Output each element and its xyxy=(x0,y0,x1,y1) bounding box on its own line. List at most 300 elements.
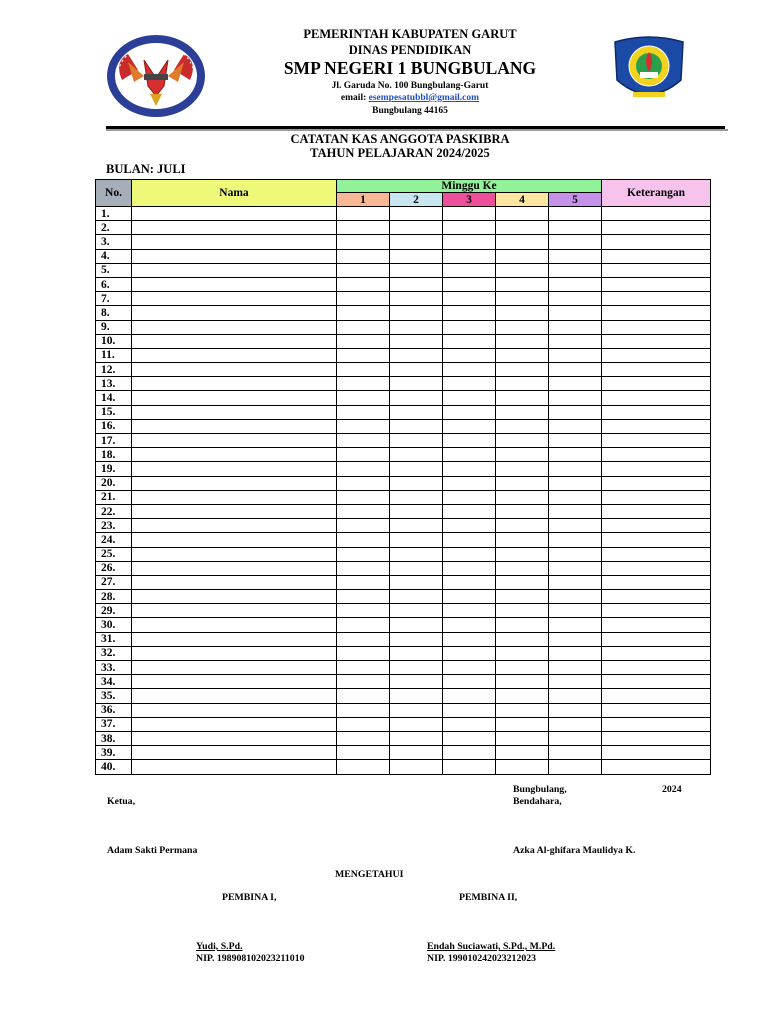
week-4-cell[interactable] xyxy=(496,632,549,646)
week-2-cell[interactable] xyxy=(390,717,443,731)
week-4-cell[interactable] xyxy=(496,434,549,448)
nama-cell[interactable] xyxy=(132,717,337,731)
week-4-cell[interactable] xyxy=(496,405,549,419)
keterangan-cell[interactable] xyxy=(602,207,711,221)
week-3-cell[interactable] xyxy=(443,348,496,362)
week-5-cell[interactable] xyxy=(549,419,602,433)
keterangan-cell[interactable] xyxy=(602,263,711,277)
week-5-cell[interactable] xyxy=(549,561,602,575)
week-4-cell[interactable] xyxy=(496,661,549,675)
week-5-cell[interactable] xyxy=(549,249,602,263)
cash-record-table xyxy=(95,179,711,775)
week-1-cell[interactable] xyxy=(337,377,390,391)
nama-cell[interactable] xyxy=(132,448,337,462)
week-5-cell[interactable] xyxy=(549,675,602,689)
nama-cell[interactable] xyxy=(132,207,337,221)
week-5-cell[interactable] xyxy=(549,547,602,561)
nama-cell[interactable] xyxy=(132,490,337,504)
week-2-cell[interactable] xyxy=(390,221,443,235)
nama-cell[interactable] xyxy=(132,320,337,334)
keterangan-cell[interactable] xyxy=(602,363,711,377)
nama-cell[interactable] xyxy=(132,363,337,377)
keterangan-cell[interactable] xyxy=(602,377,711,391)
week-1-cell[interactable] xyxy=(337,561,390,575)
week-2-cell[interactable] xyxy=(390,306,443,320)
week-5-cell[interactable] xyxy=(549,277,602,291)
keterangan-cell[interactable] xyxy=(602,604,711,618)
nama-cell[interactable] xyxy=(132,575,337,589)
keterangan-cell[interactable] xyxy=(602,320,711,334)
keterangan-cell[interactable] xyxy=(602,618,711,632)
week-4-cell[interactable] xyxy=(496,675,549,689)
week-2-cell[interactable] xyxy=(390,249,443,263)
week-2-cell[interactable] xyxy=(390,632,443,646)
keterangan-cell[interactable] xyxy=(602,547,711,561)
week-4-cell[interactable] xyxy=(496,561,549,575)
week-4-cell[interactable] xyxy=(496,689,549,703)
garut-logo xyxy=(611,34,687,106)
week-3-cell[interactable] xyxy=(443,320,496,334)
week-1-cell[interactable] xyxy=(337,263,390,277)
week-1-cell[interactable] xyxy=(337,661,390,675)
week-5-cell[interactable] xyxy=(549,731,602,745)
week-2-cell[interactable] xyxy=(390,320,443,334)
week-2-cell[interactable] xyxy=(390,760,443,774)
week-2-cell[interactable] xyxy=(390,689,443,703)
week-2-cell[interactable] xyxy=(390,476,443,490)
week-2-cell[interactable] xyxy=(390,405,443,419)
week-3-cell[interactable] xyxy=(443,717,496,731)
week-1-cell[interactable] xyxy=(337,717,390,731)
nama-cell[interactable] xyxy=(132,760,337,774)
row-number: 31. xyxy=(96,632,132,646)
week-3-cell[interactable] xyxy=(443,689,496,703)
week-5-cell[interactable] xyxy=(549,348,602,362)
week-4-cell[interactable] xyxy=(496,448,549,462)
week-3-cell[interactable] xyxy=(443,604,496,618)
keterangan-cell[interactable] xyxy=(602,490,711,504)
week-4-cell[interactable] xyxy=(496,334,549,348)
keterangan-cell[interactable] xyxy=(602,448,711,462)
week-4-cell[interactable] xyxy=(496,207,549,221)
week-1-cell[interactable] xyxy=(337,434,390,448)
week-1-cell[interactable] xyxy=(337,391,390,405)
week-2-cell[interactable] xyxy=(390,504,443,518)
week-2-cell[interactable] xyxy=(390,533,443,547)
week-1-cell[interactable] xyxy=(337,235,390,249)
nama-cell[interactable] xyxy=(132,519,337,533)
nama-cell[interactable] xyxy=(132,462,337,476)
keterangan-cell[interactable] xyxy=(602,689,711,703)
week-5-cell[interactable] xyxy=(549,575,602,589)
week-3-cell[interactable] xyxy=(443,221,496,235)
week-3-cell[interactable] xyxy=(443,661,496,675)
week-1-cell[interactable] xyxy=(337,746,390,760)
week-2-cell[interactable] xyxy=(390,292,443,306)
week-2-cell[interactable] xyxy=(390,731,443,745)
week-4-cell[interactable] xyxy=(496,476,549,490)
week-5-cell[interactable] xyxy=(549,391,602,405)
week-2-cell[interactable] xyxy=(390,391,443,405)
nama-cell[interactable] xyxy=(132,547,337,561)
week-5-cell[interactable] xyxy=(549,448,602,462)
week-1-cell[interactable] xyxy=(337,448,390,462)
week-3-cell[interactable] xyxy=(443,363,496,377)
week-1-cell[interactable] xyxy=(337,504,390,518)
week-4-cell[interactable] xyxy=(496,746,549,760)
nama-cell[interactable] xyxy=(132,277,337,291)
row-number: 37. xyxy=(96,717,132,731)
keterangan-cell[interactable] xyxy=(602,419,711,433)
week-5-cell[interactable] xyxy=(549,306,602,320)
nama-cell[interactable] xyxy=(132,661,337,675)
keterangan-cell[interactable] xyxy=(602,746,711,760)
week-5-cell[interactable] xyxy=(549,632,602,646)
week-2-cell[interactable] xyxy=(390,618,443,632)
keterangan-cell[interactable] xyxy=(602,434,711,448)
nama-cell[interactable] xyxy=(132,618,337,632)
week-3-cell[interactable] xyxy=(443,731,496,745)
week-5-cell[interactable] xyxy=(549,519,602,533)
week-4-cell[interactable] xyxy=(496,391,549,405)
week-5-cell[interactable] xyxy=(549,533,602,547)
keterangan-cell[interactable] xyxy=(602,561,711,575)
week-3-cell[interactable] xyxy=(443,462,496,476)
week-3-cell[interactable] xyxy=(443,490,496,504)
week-4-cell[interactable] xyxy=(496,348,549,362)
week-3-cell[interactable] xyxy=(443,760,496,774)
week-2-cell[interactable] xyxy=(390,561,443,575)
week-2-cell[interactable] xyxy=(390,490,443,504)
week-5-cell[interactable] xyxy=(549,717,602,731)
week-2-cell[interactable] xyxy=(390,604,443,618)
week-3-cell[interactable] xyxy=(443,504,496,518)
keterangan-cell[interactable] xyxy=(602,717,711,731)
week-1-cell[interactable] xyxy=(337,320,390,334)
week-4-cell[interactable] xyxy=(496,519,549,533)
week-3-cell[interactable] xyxy=(443,575,496,589)
week-2-cell[interactable] xyxy=(390,746,443,760)
week-1-cell[interactable] xyxy=(337,405,390,419)
week-1-cell[interactable] xyxy=(337,689,390,703)
week-1-cell[interactable] xyxy=(337,703,390,717)
week-5-cell[interactable] xyxy=(549,703,602,717)
keterangan-cell[interactable] xyxy=(602,235,711,249)
nama-cell[interactable] xyxy=(132,235,337,249)
week-1-cell[interactable] xyxy=(337,490,390,504)
nama-cell[interactable] xyxy=(132,334,337,348)
week-5-cell[interactable] xyxy=(549,363,602,377)
week-2-cell[interactable] xyxy=(390,590,443,604)
week-1-cell[interactable] xyxy=(337,533,390,547)
week-4-cell[interactable] xyxy=(496,717,549,731)
week-4-cell[interactable] xyxy=(496,490,549,504)
week-3-cell[interactable] xyxy=(443,249,496,263)
week-4-cell[interactable] xyxy=(496,263,549,277)
week-2-cell[interactable] xyxy=(390,207,443,221)
week-5-cell[interactable] xyxy=(549,618,602,632)
week-4-cell[interactable] xyxy=(496,703,549,717)
week-3-cell[interactable] xyxy=(443,391,496,405)
week-3-cell[interactable] xyxy=(443,618,496,632)
row-number: 33. xyxy=(96,661,132,675)
row-number: 15. xyxy=(96,405,132,419)
week-3-cell[interactable] xyxy=(443,334,496,348)
week-5-cell[interactable] xyxy=(549,760,602,774)
week-4-cell[interactable] xyxy=(496,277,549,291)
keterangan-cell[interactable] xyxy=(602,575,711,589)
week-4-cell[interactable] xyxy=(496,306,549,320)
week-4-cell[interactable] xyxy=(496,221,549,235)
week-3-cell[interactable] xyxy=(443,547,496,561)
week-3-cell[interactable] xyxy=(443,377,496,391)
week-3-cell[interactable] xyxy=(443,419,496,433)
week-1-cell[interactable] xyxy=(337,760,390,774)
week-5-cell[interactable] xyxy=(549,490,602,504)
week-2-cell[interactable] xyxy=(390,661,443,675)
week-3-cell[interactable] xyxy=(443,292,496,306)
week-4-cell[interactable] xyxy=(496,249,549,263)
week-1-cell[interactable] xyxy=(337,604,390,618)
week-1-cell[interactable] xyxy=(337,675,390,689)
nama-cell[interactable] xyxy=(132,746,337,760)
week-5-cell[interactable] xyxy=(549,292,602,306)
week-5-cell[interactable] xyxy=(549,590,602,604)
week-3-cell[interactable] xyxy=(443,533,496,547)
nama-cell[interactable] xyxy=(132,504,337,518)
keterangan-cell[interactable] xyxy=(602,646,711,660)
week-4-cell[interactable] xyxy=(496,547,549,561)
week-1-cell[interactable] xyxy=(337,249,390,263)
week-3-cell[interactable] xyxy=(443,646,496,660)
keterangan-cell[interactable] xyxy=(602,462,711,476)
week-4-cell[interactable] xyxy=(496,462,549,476)
week-3-cell[interactable] xyxy=(443,476,496,490)
week-5-cell[interactable] xyxy=(549,405,602,419)
week-2-cell[interactable] xyxy=(390,235,443,249)
keterangan-cell[interactable] xyxy=(602,391,711,405)
week-2-cell[interactable] xyxy=(390,675,443,689)
week-5-cell[interactable] xyxy=(549,462,602,476)
keterangan-cell[interactable] xyxy=(602,519,711,533)
nama-cell[interactable] xyxy=(132,604,337,618)
week-1-cell[interactable] xyxy=(337,462,390,476)
week-2-cell[interactable] xyxy=(390,363,443,377)
keterangan-cell[interactable] xyxy=(602,533,711,547)
week-4-cell[interactable] xyxy=(496,377,549,391)
nama-cell[interactable] xyxy=(132,377,337,391)
week-1-cell[interactable] xyxy=(337,476,390,490)
week-4-cell[interactable] xyxy=(496,604,549,618)
week-4-cell[interactable] xyxy=(496,320,549,334)
week-2-cell[interactable] xyxy=(390,334,443,348)
keterangan-cell[interactable] xyxy=(602,760,711,774)
week-4-cell[interactable] xyxy=(496,760,549,774)
keterangan-cell[interactable] xyxy=(602,632,711,646)
week-5-cell[interactable] xyxy=(549,320,602,334)
week-4-cell[interactable] xyxy=(496,292,549,306)
week-1-cell[interactable] xyxy=(337,618,390,632)
nama-cell[interactable] xyxy=(132,434,337,448)
row-number: 18. xyxy=(96,448,132,462)
week-1-cell[interactable] xyxy=(337,575,390,589)
week-3-cell[interactable] xyxy=(443,561,496,575)
nama-cell[interactable] xyxy=(132,476,337,490)
week-3-cell[interactable] xyxy=(443,448,496,462)
week-2-cell[interactable] xyxy=(390,419,443,433)
week-2-cell[interactable] xyxy=(390,348,443,362)
nama-cell[interactable] xyxy=(132,590,337,604)
nama-cell[interactable] xyxy=(132,419,337,433)
nama-cell[interactable] xyxy=(132,348,337,362)
week-3-cell[interactable] xyxy=(443,632,496,646)
nama-cell[interactable] xyxy=(132,263,337,277)
week-1-cell[interactable] xyxy=(337,646,390,660)
nama-cell[interactable] xyxy=(132,533,337,547)
week-3-cell[interactable] xyxy=(443,207,496,221)
table-row xyxy=(96,504,711,518)
ketua-label: Ketua, xyxy=(107,796,136,807)
week-1-cell[interactable] xyxy=(337,292,390,306)
week-5-cell[interactable] xyxy=(549,434,602,448)
keterangan-cell[interactable] xyxy=(602,277,711,291)
week-5-cell[interactable] xyxy=(549,263,602,277)
week-1-cell[interactable] xyxy=(337,419,390,433)
week-5-cell[interactable] xyxy=(549,235,602,249)
row-number: 5. xyxy=(96,263,132,277)
table-row xyxy=(96,675,711,689)
week-2-cell[interactable] xyxy=(390,462,443,476)
keterangan-cell[interactable] xyxy=(602,703,711,717)
week-1-cell[interactable] xyxy=(337,207,390,221)
week-3-cell[interactable] xyxy=(443,590,496,604)
week-1-cell[interactable] xyxy=(337,363,390,377)
week-2-cell[interactable] xyxy=(390,575,443,589)
week-3-cell[interactable] xyxy=(443,306,496,320)
nama-cell[interactable] xyxy=(132,632,337,646)
week-1-cell[interactable] xyxy=(337,277,390,291)
week-5-cell[interactable] xyxy=(549,476,602,490)
week-5-cell[interactable] xyxy=(549,689,602,703)
week-3-cell[interactable] xyxy=(443,703,496,717)
week-3-cell[interactable] xyxy=(443,405,496,419)
keterangan-cell[interactable] xyxy=(602,348,711,362)
nama-cell[interactable] xyxy=(132,689,337,703)
keterangan-cell[interactable] xyxy=(602,405,711,419)
week-5-cell[interactable] xyxy=(549,377,602,391)
week-1-cell[interactable] xyxy=(337,348,390,362)
nama-cell[interactable] xyxy=(132,675,337,689)
week-4-cell[interactable] xyxy=(496,618,549,632)
week-2-cell[interactable] xyxy=(390,448,443,462)
week-1-cell[interactable] xyxy=(337,221,390,235)
nama-cell[interactable] xyxy=(132,405,337,419)
week-4-cell[interactable] xyxy=(496,575,549,589)
pembina-2-label: PEMBINA II, xyxy=(459,892,518,903)
week-2-cell[interactable] xyxy=(390,277,443,291)
week-2-cell[interactable] xyxy=(390,434,443,448)
week-1-cell[interactable] xyxy=(337,632,390,646)
week-5-cell[interactable] xyxy=(549,661,602,675)
week-5-cell[interactable] xyxy=(549,504,602,518)
week-2-cell[interactable] xyxy=(390,519,443,533)
week-5-cell[interactable] xyxy=(549,221,602,235)
keterangan-cell[interactable] xyxy=(602,590,711,604)
week-3-cell[interactable] xyxy=(443,519,496,533)
keterangan-cell[interactable] xyxy=(602,731,711,745)
week-3-cell[interactable] xyxy=(443,746,496,760)
week-3-cell[interactable] xyxy=(443,675,496,689)
week-5-cell[interactable] xyxy=(549,604,602,618)
keterangan-cell[interactable] xyxy=(602,249,711,263)
week-4-cell[interactable] xyxy=(496,419,549,433)
keterangan-cell[interactable] xyxy=(602,675,711,689)
nama-cell[interactable] xyxy=(132,292,337,306)
paskibra-logo xyxy=(104,32,208,120)
week-2-cell[interactable] xyxy=(390,263,443,277)
nama-cell[interactable] xyxy=(132,306,337,320)
garut-shield-icon xyxy=(611,34,687,106)
week-2-cell[interactable] xyxy=(390,377,443,391)
keterangan-cell[interactable] xyxy=(602,221,711,235)
week-1-cell[interactable] xyxy=(337,731,390,745)
week-4-cell[interactable] xyxy=(496,731,549,745)
table-row xyxy=(96,320,711,334)
week-2-cell[interactable] xyxy=(390,646,443,660)
week-1-cell[interactable] xyxy=(337,590,390,604)
keterangan-cell[interactable] xyxy=(602,292,711,306)
nama-cell[interactable] xyxy=(132,703,337,717)
keterangan-cell[interactable] xyxy=(602,476,711,490)
table-row xyxy=(96,519,711,533)
week-1-cell[interactable] xyxy=(337,334,390,348)
week-3-cell[interactable] xyxy=(443,434,496,448)
keterangan-cell[interactable] xyxy=(602,306,711,320)
week-5-cell[interactable] xyxy=(549,334,602,348)
week-3-cell[interactable] xyxy=(443,263,496,277)
week-3-cell[interactable] xyxy=(443,235,496,249)
table-row xyxy=(96,746,711,760)
week-1-cell[interactable] xyxy=(337,547,390,561)
week-5-cell[interactable] xyxy=(549,646,602,660)
nama-cell[interactable] xyxy=(132,731,337,745)
keterangan-cell[interactable] xyxy=(602,504,711,518)
week-4-cell[interactable] xyxy=(496,646,549,660)
keterangan-cell[interactable] xyxy=(602,334,711,348)
week-1-cell[interactable] xyxy=(337,519,390,533)
week-4-cell[interactable] xyxy=(496,533,549,547)
week-1-cell[interactable] xyxy=(337,306,390,320)
row-number: 12. xyxy=(96,363,132,377)
week-5-cell[interactable] xyxy=(549,207,602,221)
keterangan-cell[interactable] xyxy=(602,661,711,675)
week-5-cell[interactable] xyxy=(549,746,602,760)
week-4-cell[interactable] xyxy=(496,504,549,518)
week-4-cell[interactable] xyxy=(496,363,549,377)
week-2-cell[interactable] xyxy=(390,547,443,561)
week-4-cell[interactable] xyxy=(496,235,549,249)
email-link[interactable]: esempesatubbl@gmail.com xyxy=(368,93,480,103)
nama-cell[interactable] xyxy=(132,646,337,660)
nama-cell[interactable] xyxy=(132,221,337,235)
government-line: PEMERINTAH KABUPATEN GARUT xyxy=(303,27,517,41)
week-4-cell[interactable] xyxy=(496,590,549,604)
week-3-cell[interactable] xyxy=(443,277,496,291)
nama-cell[interactable] xyxy=(132,249,337,263)
week-2-cell[interactable] xyxy=(390,703,443,717)
nama-cell[interactable] xyxy=(132,561,337,575)
nama-cell[interactable] xyxy=(132,391,337,405)
